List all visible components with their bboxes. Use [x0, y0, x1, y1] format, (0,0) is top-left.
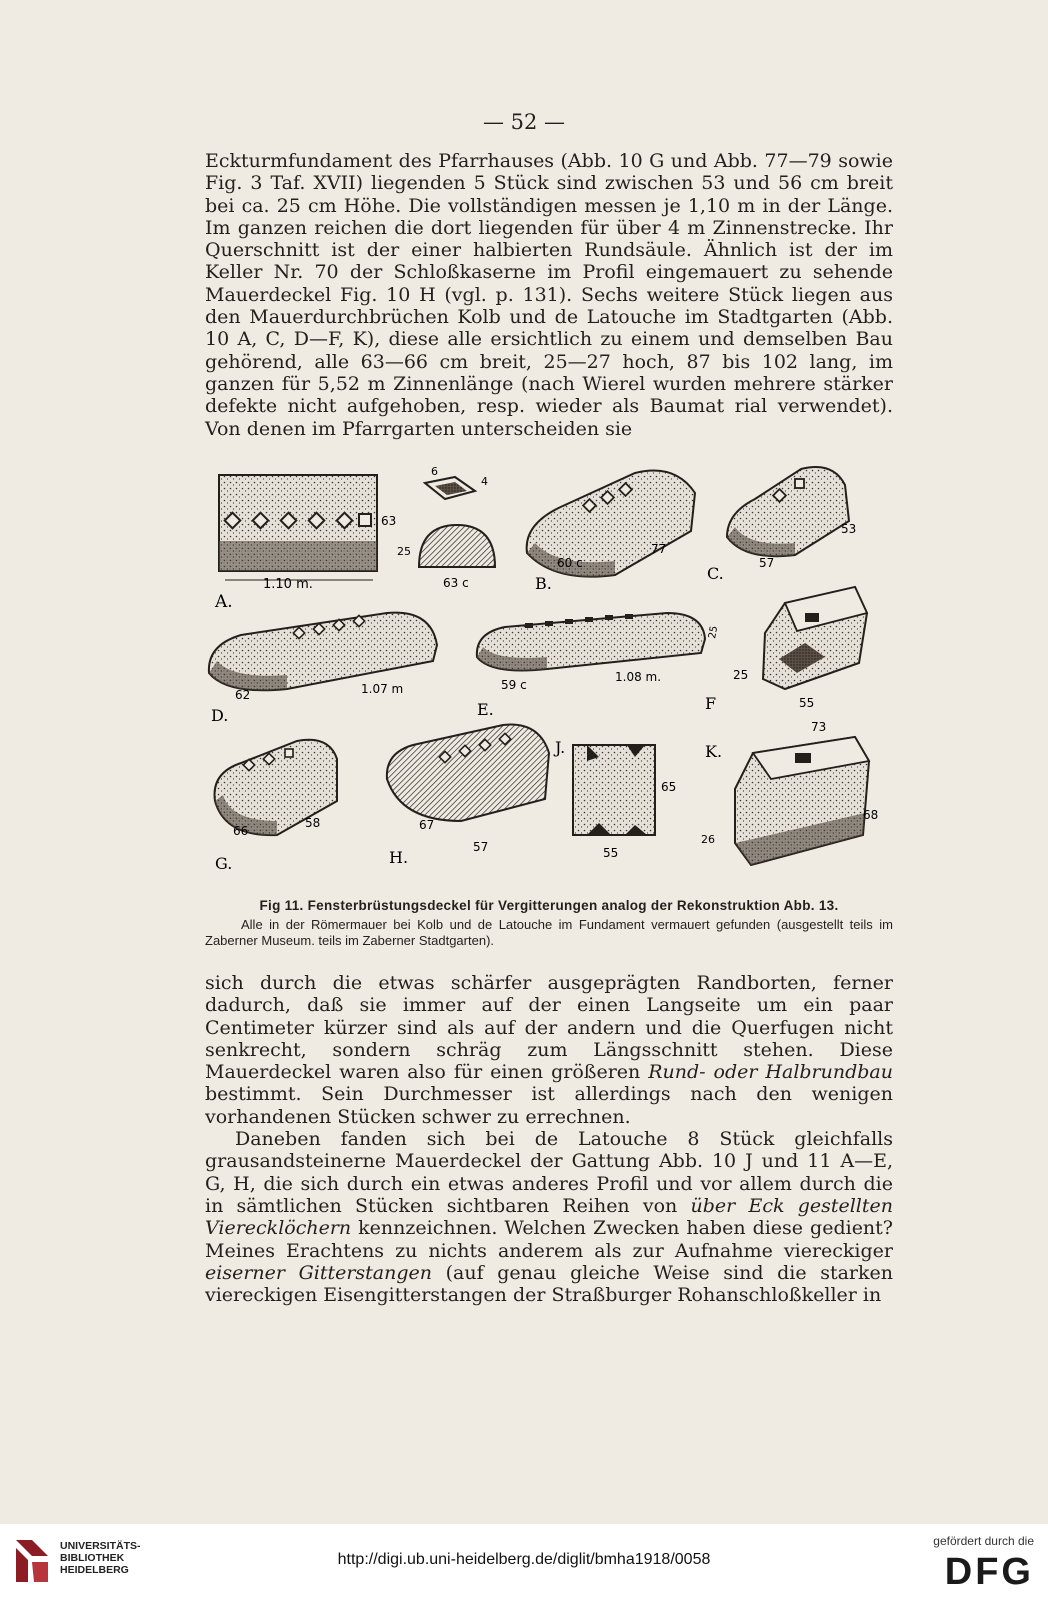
dim-b-length: 77 — [651, 542, 667, 556]
dim-h-width: 67 — [419, 818, 435, 832]
label-d: D. — [211, 706, 229, 725]
dim-k-height: 26 — [701, 833, 715, 846]
drawing-e — [477, 613, 720, 719]
drawing-a — [214, 475, 396, 612]
dfg-logo: DFG — [944, 1551, 1034, 1593]
paragraph-3-text-c: (auf genau gleiche Weise sind die starken viereckigen Eisengitterstangen der Straßburger Rohanschloßkeller in — [205, 1261, 893, 1307]
dim-e-length: 1.08 m. — [615, 670, 662, 684]
dim-a-width: 63 c — [443, 576, 469, 590]
paragraph-3-emphasis-2: eiserner Gitterstangen — [205, 1261, 433, 1284]
paragraph-3-text-b: kennzeichnen. Welchen Zwecken haben diese gedient? Meines Erachtens zu nichts anderem als zur Aufnahme viereckiger — [205, 1217, 893, 1262]
dim-k-top: 73 — [811, 720, 827, 734]
figure-caption — [205, 898, 893, 949]
dim-e-width: 59 c — [501, 678, 527, 692]
drawing-f — [705, 587, 867, 713]
label-f: F — [705, 694, 717, 713]
library-line-2: BIBLIOTHEK — [60, 1552, 125, 1564]
dim-d-length: 1.07 m — [361, 682, 404, 696]
dim-f-width: 55 — [799, 696, 815, 710]
label-e: E. — [477, 700, 494, 719]
dim-g-width: 66 — [233, 824, 249, 838]
label-j: J. — [555, 738, 566, 757]
caption-title: Fig 11. Fensterbrüstungsdeckel für Vergitterungen analog der Rekonstruktion Abb. 13. — [259, 898, 839, 913]
dim-a-small-height: 25 — [397, 545, 411, 558]
label-b: B. — [535, 574, 552, 593]
paragraph-3-text-a: Daneben fanden sich bei de Latouche 8 Stück gleichfalls grausandsteinerne Mauerdeckel der Gattung Abb. 10 J und 11 A—E, G, H, die sich durch ein etwas anderes Profil und vor allem durch die in sämtlichen Stücken sichtbaren Reihen von — [205, 1128, 893, 1217]
label-c: C. — [707, 564, 724, 583]
drawing-b — [527, 471, 695, 594]
dim-a-hole-6: 6 — [431, 465, 438, 478]
dim-g-length: 58 — [305, 816, 321, 830]
dim-h-length: 57 — [473, 840, 489, 854]
dim-j-width: 55 — [603, 846, 619, 860]
source-url-link[interactable]: http://digi.ub.uni-heidelberg.de/diglit/bmha1918/0058 — [337, 1551, 711, 1568]
paragraph-2-emphasis: Rund- oder Halbrundbau — [648, 1061, 893, 1084]
dim-c-width: 53 — [841, 522, 857, 536]
paragraph-2-text-a: sich durch die etwas schärfer ausgeprägten Randborten, ferner dadurch, daß sie immer auf der einen Langseite um ein paar Centimeter kürzer sind als auf der andern und die Querfugen nicht senkrecht, sondern schräg zum Längsschnitt stehen. Diese Mauerdeckel waren also für einen größeren — [205, 972, 893, 1084]
dim-c-length: 57 — [759, 556, 775, 570]
dim-b-width: 60 c — [557, 556, 583, 570]
paragraph-3 — [205, 1128, 893, 1306]
drawing-d — [209, 613, 437, 725]
dim-a-length: 1.10 m. — [263, 577, 313, 592]
drawing-a-details — [397, 465, 495, 590]
text-block-bottom — [205, 972, 893, 1306]
label-a: A. — [215, 592, 233, 612]
dim-a-hole-4: 4 — [481, 475, 488, 488]
library-line-3: HEIDELBERG — [60, 1564, 129, 1576]
library-line-1: UNIVERSITÄTS- — [60, 1540, 141, 1552]
figure-drawings — [205, 463, 893, 883]
dim-d-width: 62 — [235, 688, 251, 702]
text-block-top — [205, 150, 893, 440]
figure-11 — [205, 463, 893, 883]
dim-f-height: 25 — [733, 668, 749, 682]
funded-by-label: gefördert durch die — [933, 1534, 1034, 1548]
dim-k-width: 68 — [863, 808, 879, 822]
dim-e-height: 25 — [707, 625, 721, 640]
drawing-c — [707, 467, 856, 583]
drawing-g — [215, 740, 337, 873]
footer-bar — [0, 1524, 1048, 1598]
page-number: — 52 — — [482, 110, 566, 134]
dim-a-height: 63 — [381, 514, 397, 528]
paragraph-2 — [205, 972, 893, 1128]
paragraph-3-emphasis-1: über Eck gestellten Vierecklöchern — [205, 1194, 893, 1240]
label-h: H. — [389, 848, 409, 867]
drawing-h — [387, 725, 549, 867]
label-g: G. — [215, 854, 233, 873]
paragraph-1: Eckturmfundament des Pfarrhauses (Abb. 10 G und Abb. 77—79 sowie Fig. 3 Taf. XVII) liegenden 5 Stück sind zwischen 53 und 56 cm breit bei ca. 25 cm Höhe. Die vollständigen messen je 1,10 m in der Länge. Im ganzen reichen die dort liegenden für über 4 m Zinnenstrecke. Ihr Querschnitt ist der einer halbierten Rundsäule. Ähnlich ist der im Keller Nr. 70 der Schloßkaserne im Profil eingemauert zu sehende Mauerdeckel Fig. 10 H (vgl. p. 131). Sechs weitere Stück liegen aus den Mauerdurchbrüchen Kolb und de Latouche im Stadtgarten (Abb. 10 A, C, D—F, K), diese alle ersichtlich zu einem und demselben Bau gehörend, alle 63—66 cm breit, 25—27 hoch, 87 bis 102 lang, im ganzen für 5,52 m Zinnenlänge (nach Wierel wurden mehrere stärker defekte nicht aufgehoben, resp. wieder als Baumat rial verwendet). Von denen im Pfarrgarten unterscheiden sie — [205, 150, 893, 440]
drawing-k — [701, 720, 878, 865]
drawing-j — [553, 738, 676, 860]
label-k: K. — [705, 742, 723, 761]
caption-body: Alle in der Römermauer bei Kolb und de Latouche im Fundament vermauert gefunden (ausgestellt teils im Zaberner Museum. teils im Zaberner Stadtgarten). — [205, 917, 893, 948]
dim-j-height: 65 — [661, 780, 677, 794]
paragraph-2-text-b: bestimmt. Sein Durchmesser ist allerdings nach den wenigen vorhandenen Stücken schwer zu errechnen. — [205, 1083, 893, 1128]
